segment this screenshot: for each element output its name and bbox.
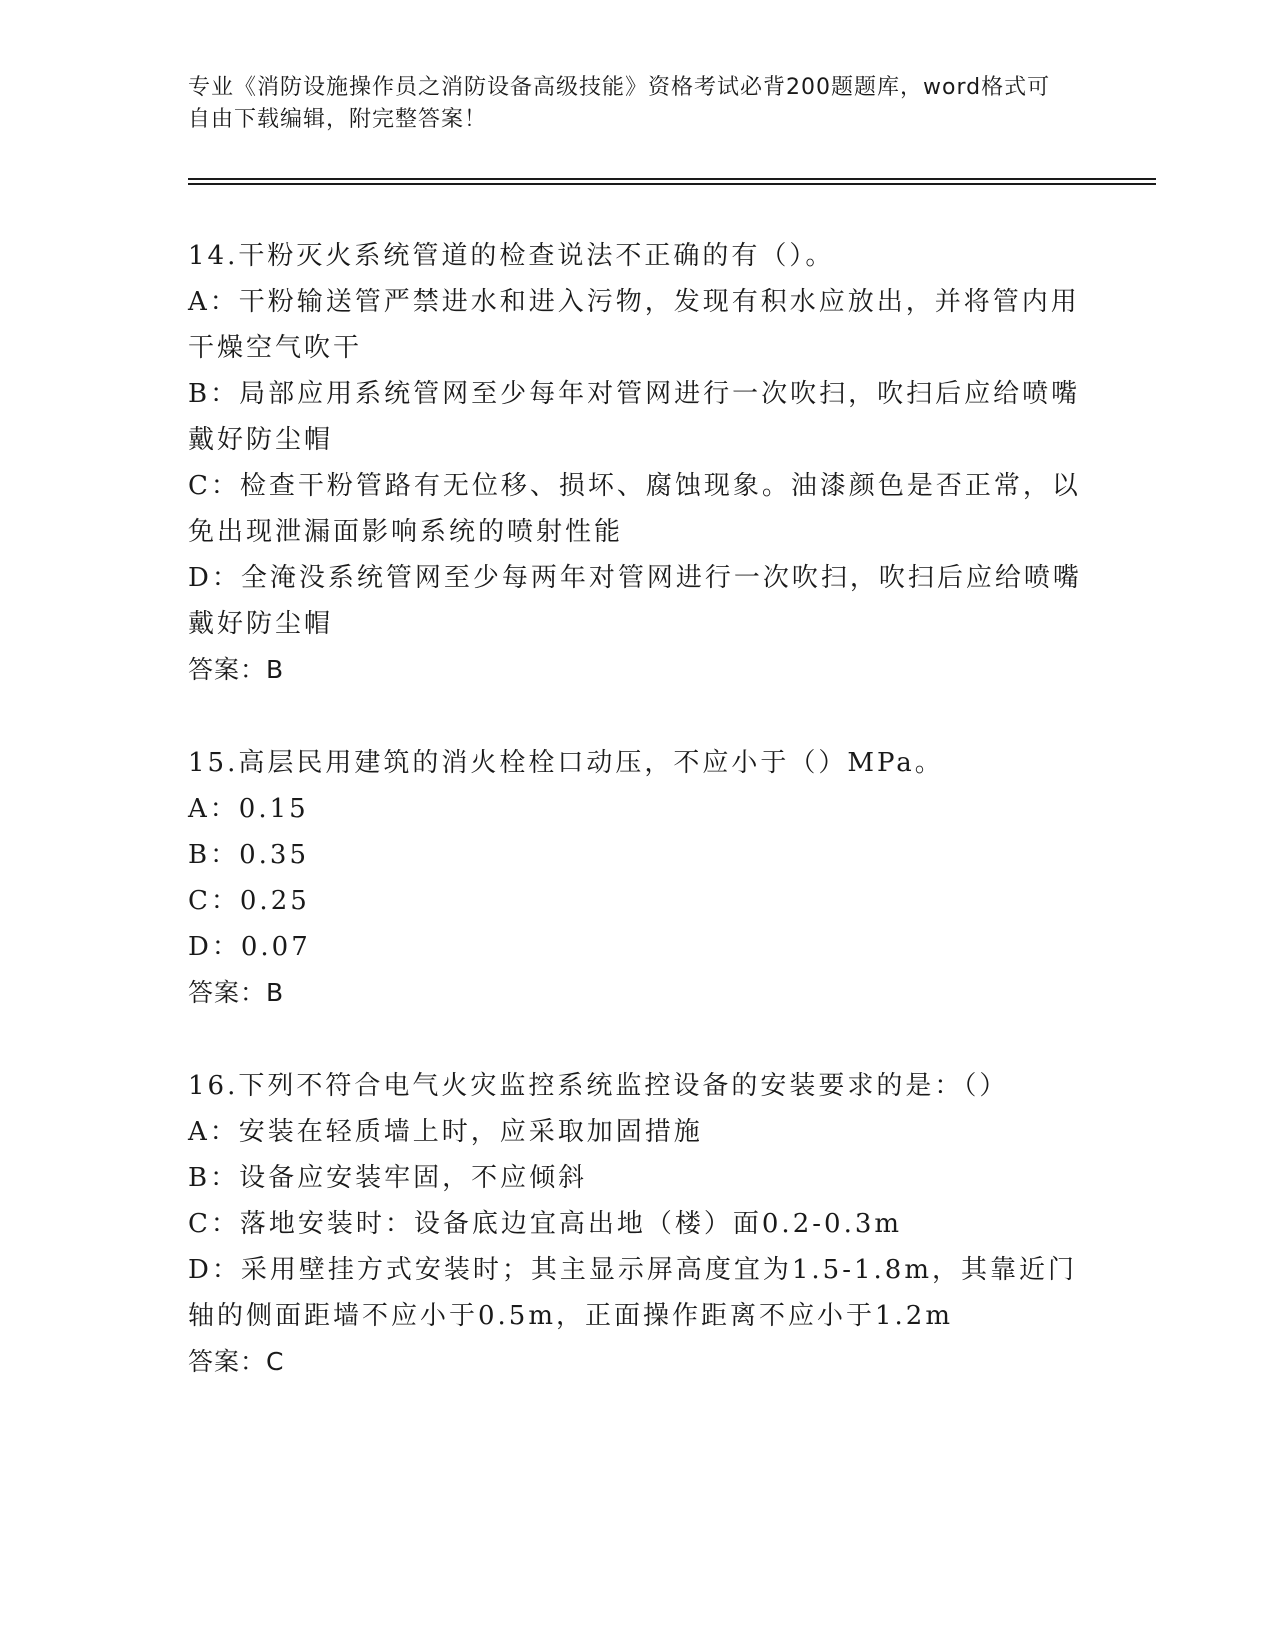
question-stem: 14.干粉灭火系统管道的检查说法不正确的有（）。 xyxy=(188,241,835,271)
answer-line: 答案：B xyxy=(188,655,285,684)
option-b: B：0.35 xyxy=(188,840,309,870)
question-15 xyxy=(188,740,1088,1016)
option-c: C：0.25 xyxy=(188,886,310,916)
option-b: B：局部应用系统管网至少每年对管网进行一次吹扫，吹扫后应给喷嘴戴好防尘帽 xyxy=(188,379,1081,455)
document-header: 专业《消防设施操作员之消防设备高级技能》资格考试必背200题题库，word格式可自由下载编辑，附完整答案！ xyxy=(188,75,1051,132)
answer-line: 答案：C xyxy=(188,1347,285,1376)
answer-line: 答案：B xyxy=(188,978,285,1007)
header-divider-bottom xyxy=(188,183,1156,185)
question-stem: 16.下列不符合电气火灾监控系统监控设备的安装要求的是：（） xyxy=(188,1071,1009,1101)
question-14 xyxy=(188,233,1088,693)
header-divider-top xyxy=(188,178,1156,180)
option-d: D：全淹没系统管网至少每两年对管网进行一次吹扫，吹扫后应给喷嘴戴好防尘帽 xyxy=(188,563,1082,639)
option-c: C：检查干粉管路有无位移、损坏、腐蚀现象。油漆颜色是否正常，以免出现泄漏面影响系统的喷射性能 xyxy=(188,471,1081,547)
option-a: A：0.15 xyxy=(188,794,309,824)
option-d: D：采用壁挂方式安装时；其主显示屏高度宜为1.5-1.8m，其靠近门轴的侧面距墙不应小于0.5m，正面操作距离不应小于1.2m xyxy=(188,1255,1077,1331)
option-b: B：设备应安装牢固，不应倾斜 xyxy=(188,1163,588,1193)
question-16 xyxy=(188,1063,1088,1385)
option-a: A：干粉输送管严禁进水和进入污物，发现有积水应放出，并将管内用干燥空气吹干 xyxy=(188,287,1080,363)
option-a: A：安装在轻质墙上时，应采取加固措施 xyxy=(188,1117,703,1147)
question-stem: 15.高层民用建筑的消火栓栓口动压，不应小于（）MPa。 xyxy=(188,748,944,778)
question-list xyxy=(188,233,1088,1432)
option-d: D：0.07 xyxy=(188,932,311,962)
option-c: C：落地安装时：设备底边宜高出地（楼）面0.2-0.3m xyxy=(188,1209,903,1239)
